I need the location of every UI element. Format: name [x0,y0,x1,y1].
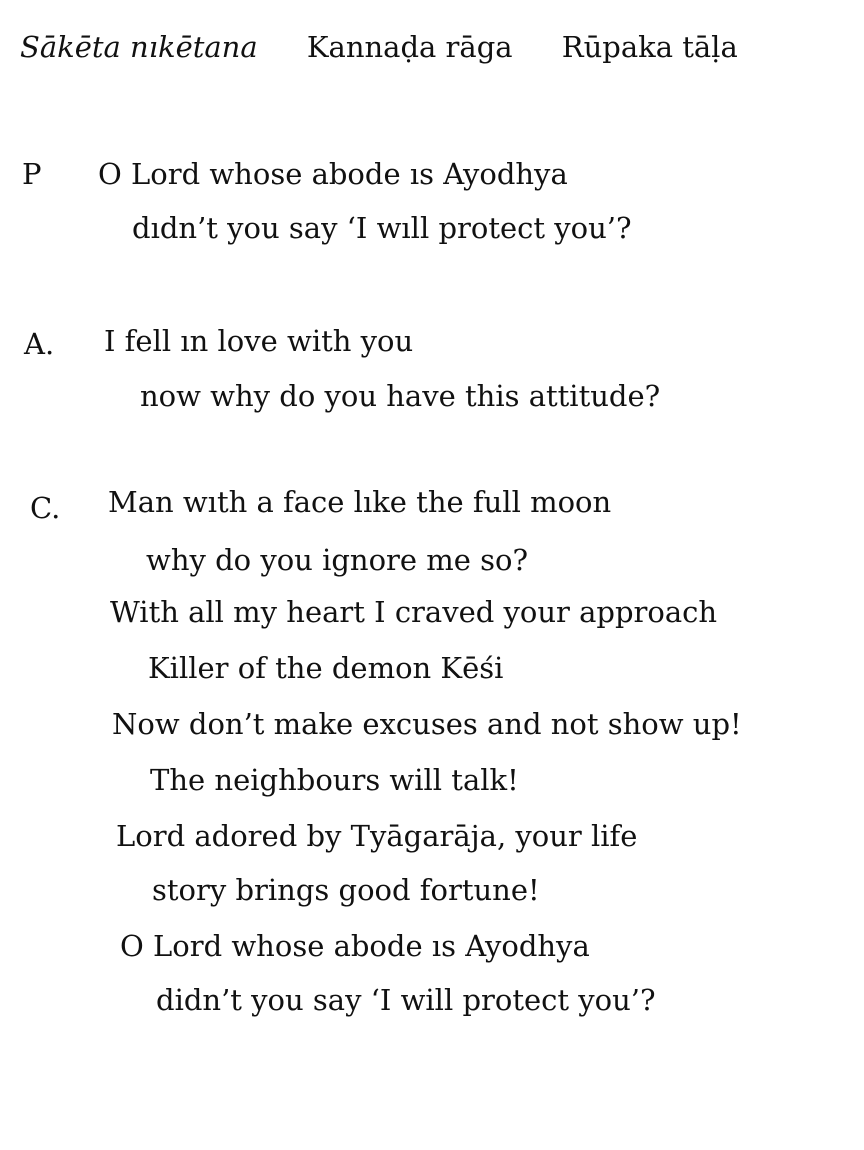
pallavi-line-1: O Lord whose abode ıs Ayodhya [98,157,568,191]
charanam-line-8: story brings good fortune! [152,873,540,907]
pallavi-label: P [22,157,42,191]
charanam-label: C. [30,491,61,525]
tala-name: Rūpaka tāḷa [561,30,738,64]
charanam-line-9: O Lord whose abode ıs Ayodhya [120,929,590,963]
charanam-line-4: Killer of the demon Kēśi [148,651,504,685]
raga-name: Kannaḍa rāga [306,30,513,64]
anupallavi-line-2: now why do you have this attitude? [140,379,661,413]
charanam-line-3: With all my heart I craved your approach [110,595,718,629]
charanam-line-5: Now don’t make excuses and not show up! [112,707,742,741]
song-heading [20,30,738,64]
pallavi-line-2: dıdn’t you say ‘I wıll protect you’? [132,211,632,245]
charanam-line-10: didn’t you say ‘I will protect you’? [156,983,656,1017]
charanam-line-7: Lord adored by Tyāgarāja, your life [116,819,638,853]
anupallavi-label: A. [24,327,55,361]
charanam-line-1: Man wıth a face lıke the full moon [108,485,612,519]
charanam-line-2: why do you ignore me so? [146,543,529,577]
song-title: Sākēta nıkētana [20,30,258,64]
anupallavi-line-1: I fell ın love with you [104,324,414,358]
charanam-line-6: The neighbours will talk! [150,763,519,797]
